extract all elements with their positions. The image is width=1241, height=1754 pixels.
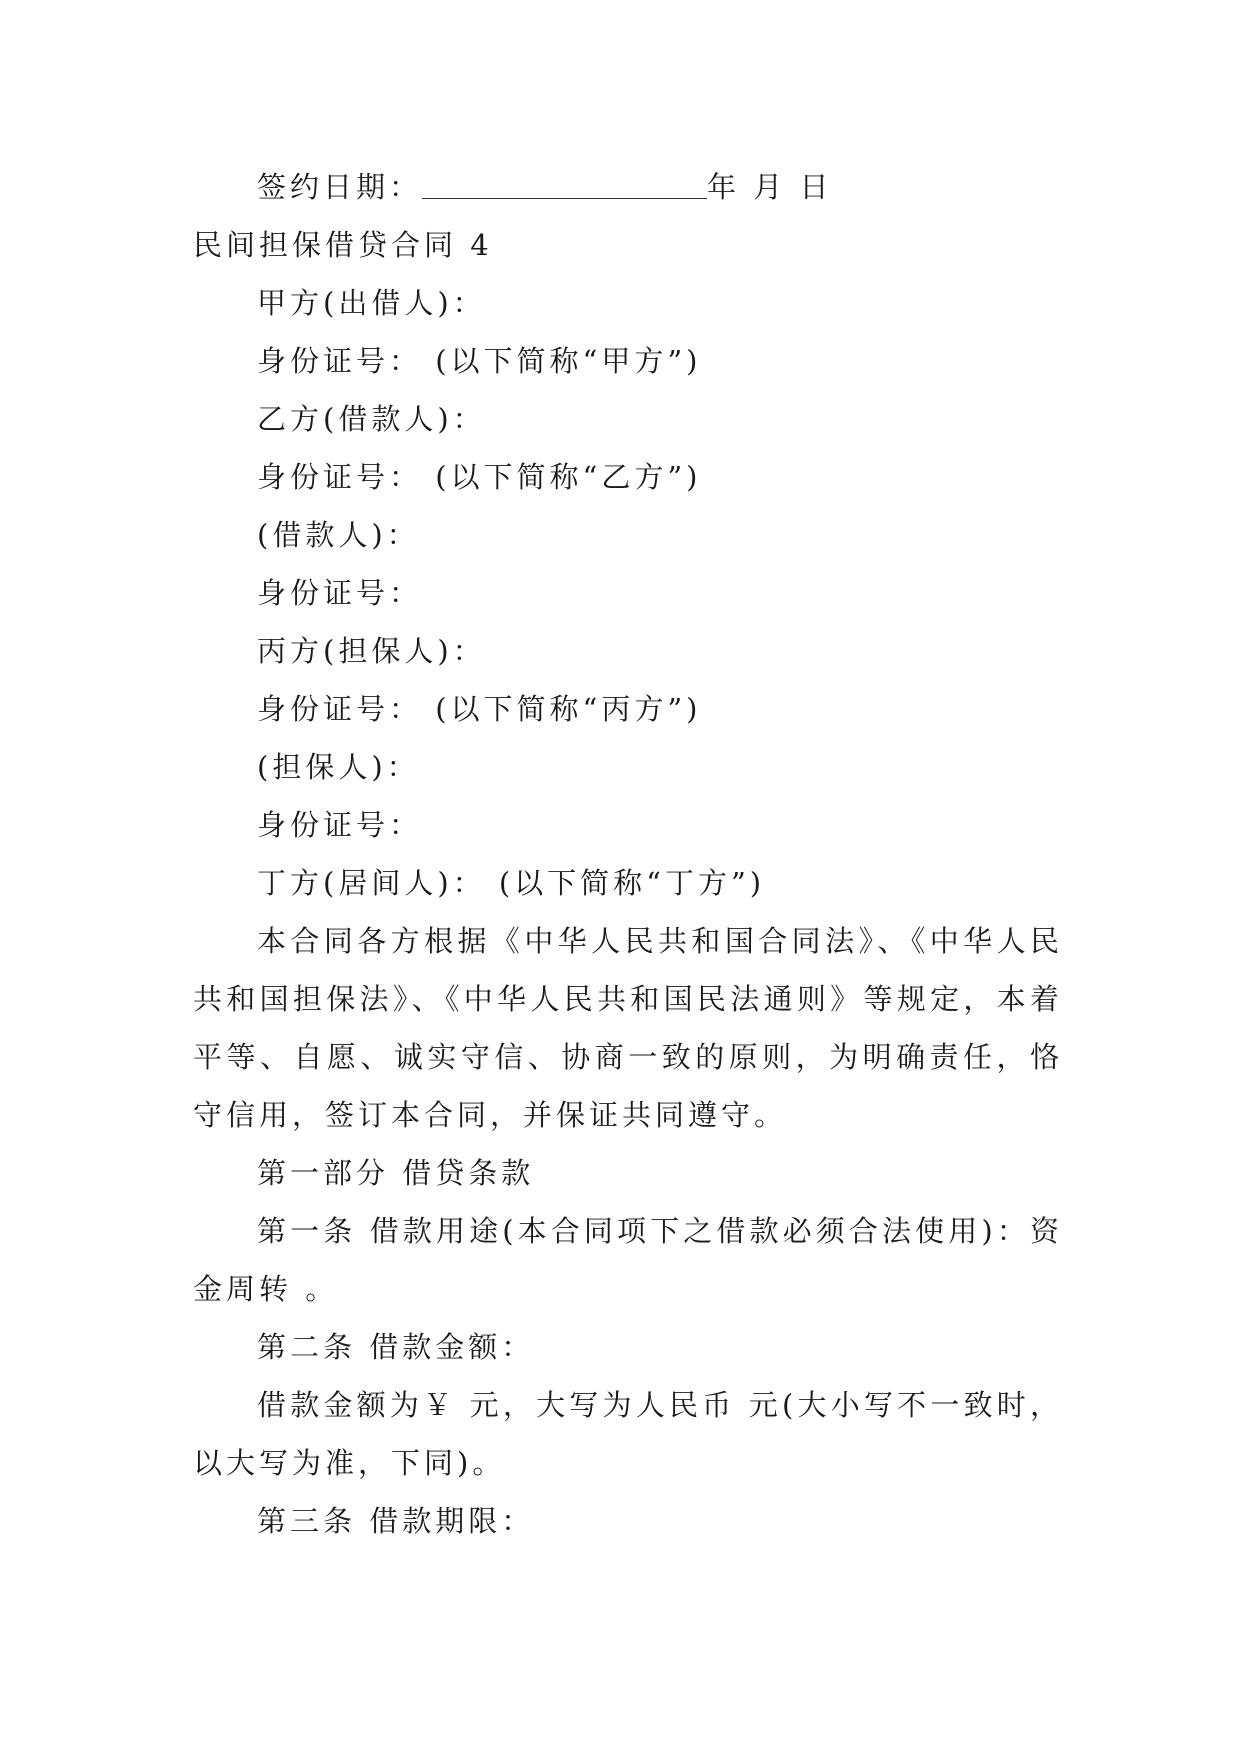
party-line: 甲方(出借人)： [257,286,486,320]
party-line: (担保人)： [257,750,420,784]
party-line: 身份证号： (以下简称“甲方”) [257,344,702,378]
part-one-heading: 第一部分 借贷条款 [257,1156,535,1190]
party-line: 丙方(担保人)： [257,634,486,668]
party-line: 丁方(居间人)： (以下简称“丁方”) [257,866,766,900]
preamble-paragraph: 本合同各方根据《中华人民共和国合同法》、《中华人民共和国担保法》、《中华人民共和国民法通则》等规定，本着平等、自愿、诚实守信、协商一致的原则，为明确责任，恪守信用，签订本合同，并保证共同遵守。 [193,924,1063,1132]
signing-date-blank [422,166,707,199]
article-1-paragraph: 第一条 借款用途(本合同项下之借款必须合法使用)：资金周转 。 [193,1214,1063,1306]
contract-body [193,158,1063,1550]
article-3-heading: 第三条 借款期限： [257,1504,535,1538]
signing-date-suffix: 年 月 日 [707,170,833,204]
article-2-paragraph: 借款金额为￥ 元，大写为人民币 元(大小写不一致时，以大写为准，下同)。 [193,1388,1063,1480]
party-line: 身份证号： (以下简称“乙方”) [257,460,702,494]
party-line: 身份证号： [257,808,423,842]
article-2-heading: 第二条 借款金额： [257,1330,535,1364]
signing-date-line [193,158,1063,216]
party-line: 乙方(借款人)： [257,402,486,436]
contract-title: 民间担保借贷合同 4 [193,228,493,262]
party-line: 身份证号： (以下简称“丙方”) [257,692,702,726]
party-line: 身份证号： [257,576,423,610]
signing-date-label: 签约日期： [257,170,423,204]
party-line: (借款人)： [257,518,420,552]
